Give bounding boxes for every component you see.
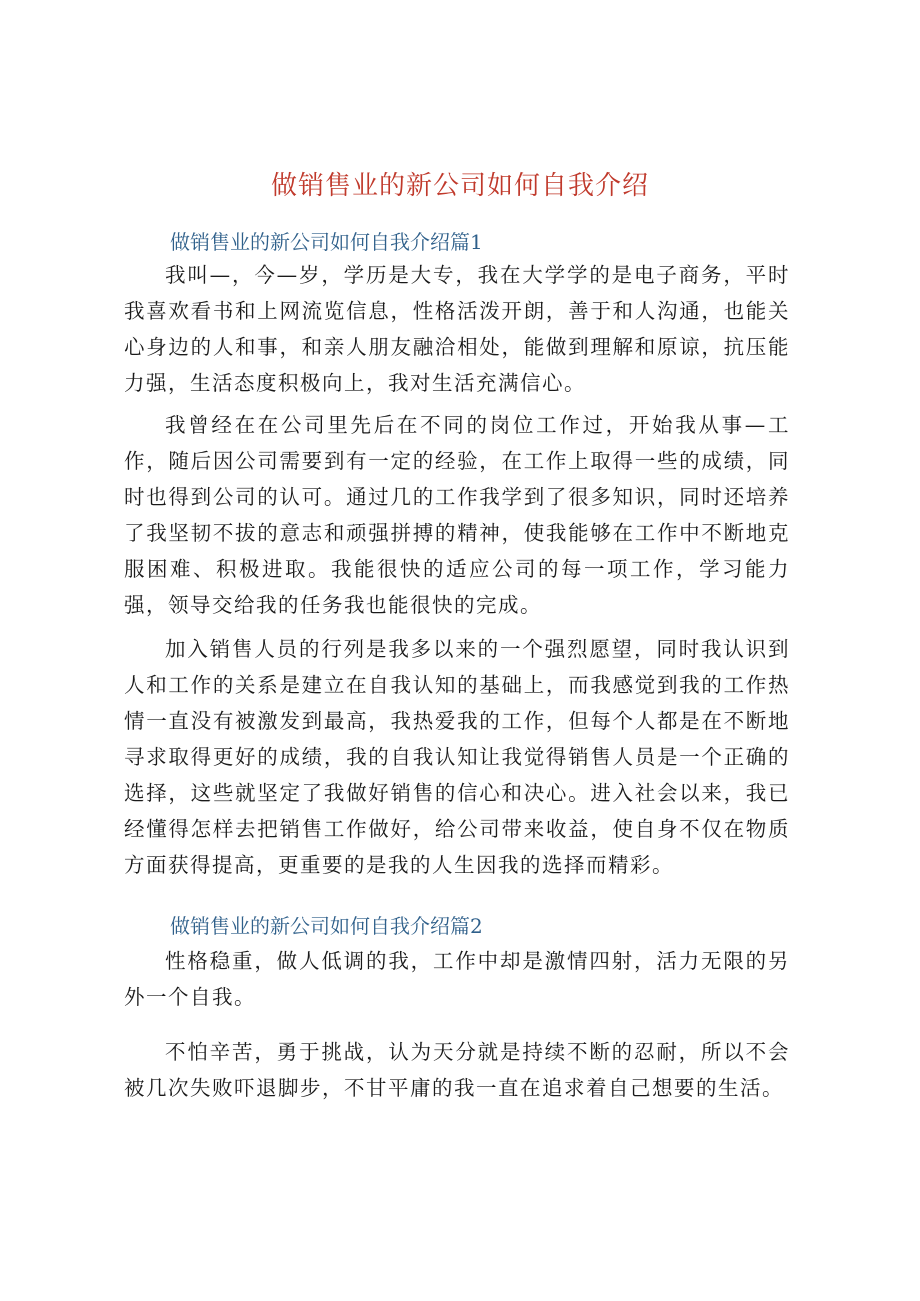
paragraph: 我曾经在在公司里先后在不同的岗位工作过，开始我从事—工作，随后因公司需要到有一定的经验，在工作上取得一些的成绩，同时也得到公司的认可。通过几的工作我学到了很多知识，同时还培养了我坚韧不拔的意志和顽强拼搏的精神，使我能够在工作中不断地克服困难、积极进取。我能很快的适应公司的每一项工作，学习能力强，领导交给我的任务我也能很快的完成。 bbox=[124, 413, 790, 617]
paragraph: 加入销售人员的行列是我多以来的一个强烈愿望，同时我认识到人和工作的关系是建立在自我认知的基础上，而我感觉到我的工作热情一直没有被激发到最高，我热爱我的工作，但每个人都是在不断地寻求取得更好的成绩，我的自我认知让我觉得销售人员是一个正确的选择，这些就坚定了我做好销售的信心和决心。进入社会以来，我已经懂得怎样去把销售工作做好，给公司带来收益，使自身不仅在物质方面获得提高，更重要的是我的人生因我的选择而精彩。 bbox=[124, 637, 790, 877]
paragraph: 性格稳重，做人低调的我，工作中却是激情四射，活力无限的另外一个自我。 bbox=[124, 949, 790, 1009]
section-heading-2: 做销售业的新公司如何自我介绍篇2 bbox=[170, 914, 483, 938]
document-title: 做销售业的新公司如何自我介绍 bbox=[270, 171, 649, 201]
paragraph: 不怕辛苦，勇于挑战，认为天分就是持续不断的忍耐，所以不会被几次失败吓退脚步，不甘平庸的我一直在追求着自己想要的生活。 bbox=[124, 1040, 790, 1100]
paragraph: 我叫—，今—岁，学历是大专，我在大学学的是电子商务，平时我喜欢看书和上网流览信息，性格活泼开朗，善于和人沟通，也能关心身边的人和事，和亲人朋友融洽相处，能做到理解和原谅，抗压能力强，生活态度积极向上，我对生活充满信心。 bbox=[124, 263, 790, 395]
section-heading-1: 做销售业的新公司如何自我介绍篇1 bbox=[170, 230, 483, 254]
